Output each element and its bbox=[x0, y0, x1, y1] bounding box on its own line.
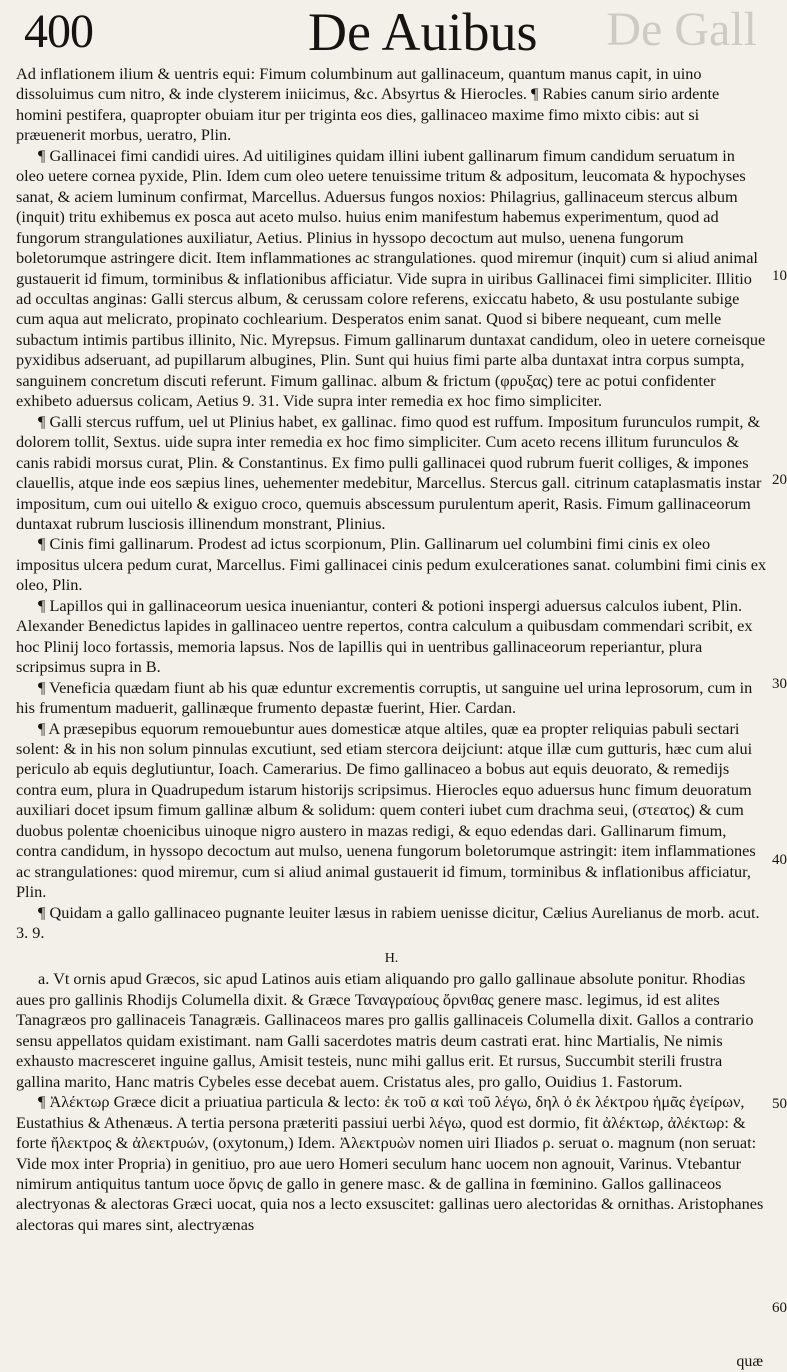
body-paragraph: ¶ Lapillos qui in gallinaceorum uesica inueniantur, conteri & potioni inspergi aduersus calculos iubent, Plin. Alexander Benedictus lapides in gallinaceo uentre repertos, contra calculum a quibusdam commendari scribit, ex hoc Plinij loco fortassis, memoria lapsus. Nos de lapillis qui in uentribus gallinaceorum reperiantur, plura scripsimus supra in B. bbox=[16, 595, 753, 677]
running-head: De Auibus bbox=[308, 2, 538, 62]
section-heading: H. bbox=[384, 951, 399, 967]
body-paragraph: Ad inflationem ilium & uentris equi: Fimum columbinum aut gallinaceum, quantum manus capit, in uino dissoluimus cum nitro, & inde clysterem iniicimus, &c. Absyrtus & Hierocles. ¶ Rabies canum sirio ardente homini pestifera, quapropter obuiam itur per triginta eos dies, gallinaceo maxime fimo mixto cibis: aut si præuenerit morbus, ueratro, Plin. bbox=[16, 64, 720, 145]
body-paragraph: ¶ Veneficia quædam fiunt ab his quæ eduntur excrementis corruptis, ut sanguine uel urina leprosorum, cum in his frumentum maduerit, gallinæque frumento depastæ fuerint, Hier. Cardan. bbox=[16, 677, 753, 718]
margin-line-number: 30 bbox=[772, 676, 787, 692]
page-body bbox=[16, 64, 767, 1235]
section-paragraph: a. Vt ornis apud Græcos, sic apud Latinos auis etiam aliquando pro gallo gallinaue absolute ponitur. Rhodias aues pro gallinis Rhodijs Columella dixit. & Græce Ταναγραίους ὄρνιθας genere masc. legimus, id est alites Tanagræos pro gallinaceis Tanagræis. Gallinaceos mares pro gallis gallinaceis Columella dixit. Gallos a contrario sensu appellatos quidam existimant. nam Galli sacerdotes matris deum castrati erat. hinc Martialis, Ne nimis exhausto macresceret inguine gallus, Amisit testeis, nunc mihi gallus erit. Et rursus, Succumbit sterili frustra gallina marito, Hanc matris Cybeles esse decebat auem. Cristatus ales, pro gallo, Ouidius 1. Fastorum. bbox=[16, 969, 754, 1091]
margin-line-number: 20 bbox=[772, 472, 787, 488]
margin-line-number: 40 bbox=[772, 852, 787, 868]
catchword: quæ bbox=[736, 1353, 763, 1370]
margin-line-number: 50 bbox=[772, 1096, 787, 1112]
body-paragraph: ¶ A præsepibus equorum remouebuntur aues domesticæ atque altiles, quæ ea propter reliquias pabuli sectari solent: & in his non solum pinnulas excutiunt, sed etiam stercora deijciunt: atque illæ cum gutturis, hæc cum alui periculo ab equis deglutiuntur, Ioach. Camerarius. De fimo gallinaceo a bobus aut equis deuorato, & remedijs contra eum, plura in Quadrupedum istarum historijs scripsimus. Hierocles equo aduersus hunc fimum deuoratum auxiliari docet ipsum fimum gallinæ album & solidum: quem conteri iubet cum drachma seui, (στεατος) & cum duobus polentæ choenicibus uinoque nigro austero in mazas redigi, & equo edendas dari. Gallinarum fimum, contra candidum, in hyssopo decoctum aut mulso, uenena fungorum boletorumque astringit: item inflammationes ac strangulationes: quod miremur, cum si aliud animal gustauerit id fimum, torminibus & inflationibus afficiatur, Plin. bbox=[16, 718, 756, 902]
body-paragraph: ¶ Quidam a gallo gallinaceo pugnante leuiter læsus in rabiem uenisse dicitur, Cælius Aurelianus de morb. acut. 3. 9. bbox=[16, 902, 760, 943]
margin-line-number: 60 bbox=[772, 1300, 787, 1316]
show-through-text: De Gall bbox=[606, 3, 757, 56]
margin-line-number: 10 bbox=[772, 268, 787, 284]
page-header bbox=[16, 0, 767, 64]
page-number: 400 bbox=[24, 5, 93, 58]
body-paragraph: ¶ Galli stercus ruffum, uel ut Plinius habet, ex gallinac. fimo quod est ruffum. Impositum furunculos rumpit, & dolorem tollit, Sextus. uide supra inter remedia ex hoc fimo simpliciter. Cum aceto recens illitum furunculos & canis rabidi morsus curat, Plin. & Constantinus. Ex fimo pulli gallinacei quod rubrum fuerit colliges, & impones clauellis, atque inde eos sæpius lines, uehementer medebitur, Marcellus. Stercus gall. citrinum cataplasmatis instar impositum, cum oui uitello & exiguo croco, quemuis abscessum purulentum aperit, Rasis. Fimum gallinaceorum duntaxat rubrum lusciosis illinendum monstrant, Plinius. bbox=[16, 411, 762, 533]
section-paragraph: ¶ Ἀλέκτωρ Græce dicit a priuatiua particula & lecto: ἐκ τοῦ α καὶ τοῦ λέγω, δηλ ὁ ἐκ λέκτρου ἡμᾶς ἐγείρων, Eustathius & Athenæus. A tertia persona præteriti passiui uerbi λέγω, quod est dormio, fit ἀλέκτωρ, ἀλέκτωρ: & forte ἤλεκτρος & ἀλεκτρυών, (oxytonum,) Idem. Ἀλεκτρυὼν nomen uiri Iliados ρ. seruat o. magnum (non seruat: Vide mox inter Propria) in genitiuo, pro aue uero Homeri seculum hanc uocem non agnouit, Varinus. Vtebantur nimirum antiquitus tantum uoce ὄρνις de gallo in genere masc. & de gallina in fœminino. Gallos gallinaceos alectryonas & alectoras Græci uocat, quia nos a lecto exsuscitet: gallinas uero alectoridas & ornithas. Aristophanes alectoras qui mares sint, alectryænas bbox=[16, 1092, 764, 1234]
body-paragraph: ¶ Gallinacei fimi candidi uires. Ad uitiligines quidam illini iubent gallinarum fimum candidum seruatum in oleo uetere cornea pyxide, Plin. Idem cum oleo uetere tenuissime tritum & adpositum, leucomata & hypochyses sanat, & aciem luminum confirmat, Marcellus. Aduersus fungos noxios: Philagrius, gallinaceum stercus album (inquit) tritu exhibemus ex posca aut aceto mulso. huius enim manifestum habemus experimentum, quod ad fungorum strangulationes auxiliatur, Aetius. Plinius in hyssopo decoctum aut mulso, uenena fungorum boletorumque astringere dicit. Item inflammationes ac strangulationes. quod miremur (inquit) cum si aliud animal gustauerit id fimum, torminibus & inflationibus afficiatur. Vide supra in uiribus Gallinacei fimi simpliciter. Illitio ad occultas anginas: Galli stercus album, & cerussam colore referens, exiccatu habeto, & usu postulante subige cum aqua aut melicrato, propinato cochlearium. Desperatos enim sanat. Quod si bibere nequeant, cum melle subactum intimis partibus illinito, Nic. Myrepsus. Fimum gallinarum duntaxat candidum, oleo in uetere corneisque pyxidibus adseruant, ad pupillarum albugines, Plin. Sunt qui huius fimi parte alba duntaxat intra corpus sumpta, sanguinem concretum discuti referunt. Fimum gallinac. album & frictum (φρυξας) tere ac potui confidenter exhibeto aduersus colicam, Aetius 9. 31. Vide supra inter remedia ex hoc fimo simpliciter. bbox=[16, 145, 766, 411]
body-paragraph: ¶ Cinis fimi gallinarum. Prodest ad ictus scorpionum, Plin. Gallinarum uel columbini fimi cinis ex oleo impositus ulcera pedum curat, Marcellus. Fimi gallinacei cinis pedum exulcerationes sanat. columbini fimi cinis ex oleo, Plin. bbox=[16, 534, 767, 595]
